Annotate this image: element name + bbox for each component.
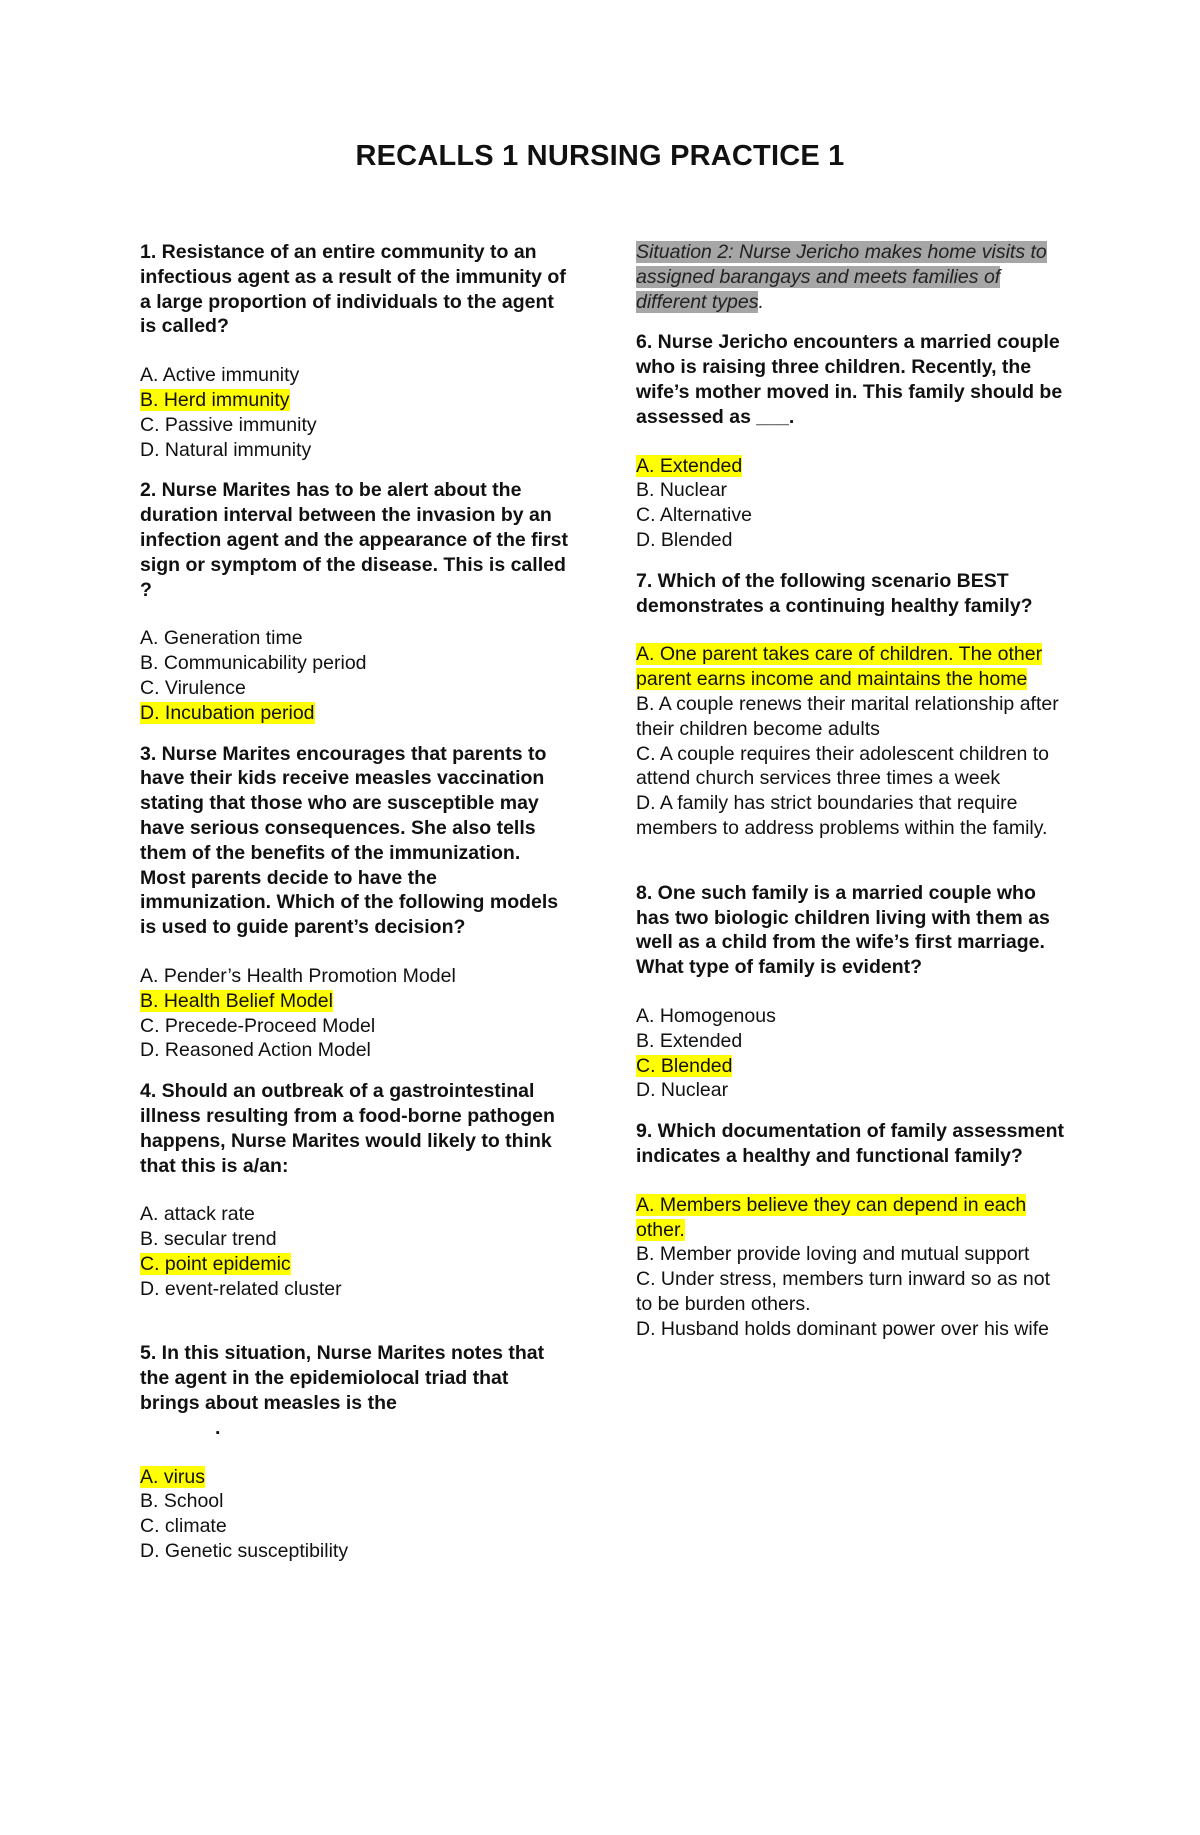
option-q8-b: B. Extended <box>636 1029 743 1052</box>
question-8: 8. One such family is a married couple who has two biologic children living with them as well as a child from the wife’s first marriage. What type of family is evident? <box>636 881 1050 979</box>
option-q5-c: C. climate <box>140 1515 227 1538</box>
option-q7-d: D. A family has strict boundaries that require members to address problems within the family. <box>636 792 1048 839</box>
options-q7 <box>636 642 1066 840</box>
option-q6-c: C. Alternative <box>636 504 752 527</box>
options-q5 <box>140 1465 570 1564</box>
question-6: 6. Nurse Jericho encounters a married couple who is raising three children. Recently, the wife’s mother moved in. This family should be assessed as ___. <box>636 331 1063 428</box>
option-q3-b-answer: B. Health Belief Model <box>140 989 333 1012</box>
option-q1-a: A. Active immunity <box>140 364 300 387</box>
option-q3-c: C. Precede-Proceed Model <box>140 1014 376 1037</box>
options-q9 <box>636 1193 1066 1342</box>
option-q9-a-answer: A. Members believe they can depend in each other. <box>636 1193 1027 1241</box>
options-q1 <box>140 363 570 462</box>
question-9: 9. Which documentation of family assessment indicates a healthy and functional family? <box>636 1120 1065 1167</box>
option-q7-a-answer: A. One parent takes care of children. The other parent earns income and maintains the home <box>636 643 1043 691</box>
option-q4-a: A. attack rate <box>140 1203 255 1226</box>
situation-2-period: . <box>758 290 764 313</box>
option-q9-c: C. Under stress, members turn inward so as not to be burden others. <box>636 1268 1050 1315</box>
question-5: 5. In this situation, Nurse Marites notes that the agent in the epidemiolocal triad that brings about measles is the <box>140 1342 545 1415</box>
option-q1-b-answer: B. Herd immunity <box>140 388 290 411</box>
option-q2-c: C. Virulence <box>140 676 246 699</box>
option-q4-b: B. secular trend <box>140 1228 277 1251</box>
question-1: 1. Resistance of an entire community to an infectious agent as a result of the immunity of a large proportion of individuals to the agent is called? <box>140 241 566 338</box>
option-q1-d: D. Natural immunity <box>140 438 312 461</box>
option-q4-c-answer: C. point epidemic <box>140 1252 291 1275</box>
option-q2-d-answer: D. Incubation period <box>140 701 315 724</box>
option-q2-b: B. Communicability period <box>140 652 367 675</box>
options-q8 <box>636 1004 1066 1103</box>
option-q7-b: B. A couple renews their marital relationship after their children become adults <box>636 692 1059 740</box>
option-q8-c-answer: C. Blended <box>636 1054 733 1077</box>
option-q7-c: C. A couple requires their adolescent children to attend church services three times a week <box>636 742 1049 790</box>
options-q3 <box>140 964 570 1063</box>
option-q8-d: D. Nuclear <box>636 1079 729 1102</box>
options-q4 <box>140 1202 570 1301</box>
option-q6-a-answer: A. Extended <box>636 454 743 477</box>
option-q5-d: D. Genetic susceptibility <box>140 1540 349 1563</box>
options-q2 <box>140 626 570 725</box>
option-q2-a: A. Generation time <box>140 627 303 650</box>
option-q6-b: B. Nuclear <box>636 479 728 502</box>
question-7: 7. Which of the following scenario BEST demonstrates a continuing healthy family? <box>636 569 1033 617</box>
question-5-blank: . <box>215 1416 221 1439</box>
option-q1-c: C. Passive immunity <box>140 413 317 436</box>
option-q5-b: B. School <box>140 1490 224 1513</box>
question-4: 4. Should an outbreak of a gastrointestinal illness resulting from a food-borne pathogen happens, Nurse Marites would likely to think that this is a/an: <box>140 1080 555 1177</box>
situation-2-text: Situation 2: Nurse Jericho makes home visits to assigned barangays and meets families of different types <box>636 241 1047 313</box>
option-q6-d: D. Blended <box>636 528 733 551</box>
option-q9-d: D. Husband holds dominant power over his wife <box>636 1317 1049 1340</box>
options-q6 <box>636 454 1066 553</box>
option-q3-d: D. Reasoned Action Model <box>140 1039 371 1062</box>
page-title: RECALLS 1 NURSING PRACTICE 1 <box>355 140 845 172</box>
option-q3-a: A. Pender’s Health Promotion Model <box>140 964 456 987</box>
option-q8-a: A. Homogenous <box>636 1004 776 1027</box>
situation-2 <box>636 240 1066 314</box>
option-q5-a-answer: A. virus <box>140 1465 206 1488</box>
question-2: 2. Nurse Marites has to be alert about the duration interval between the invasion by an infection agent and the appearance of the first sign or symptom of the disease. This is called ? <box>140 479 588 601</box>
right-column <box>636 240 1066 1341</box>
question-3: 3. Nurse Marites encourages that parents to have their kids receive measles vaccination stating that those who are susceptible may have serious consequences. She also tells them of the benefits of the immunization. Most parents decide to have the immunization. Which of the following models is used to guide parent’s decision? <box>140 742 559 939</box>
option-q9-b: B. Member provide loving and mutual support <box>636 1243 1030 1266</box>
option-q4-d: D. event-related cluster <box>140 1277 342 1300</box>
left-column <box>140 240 588 1564</box>
